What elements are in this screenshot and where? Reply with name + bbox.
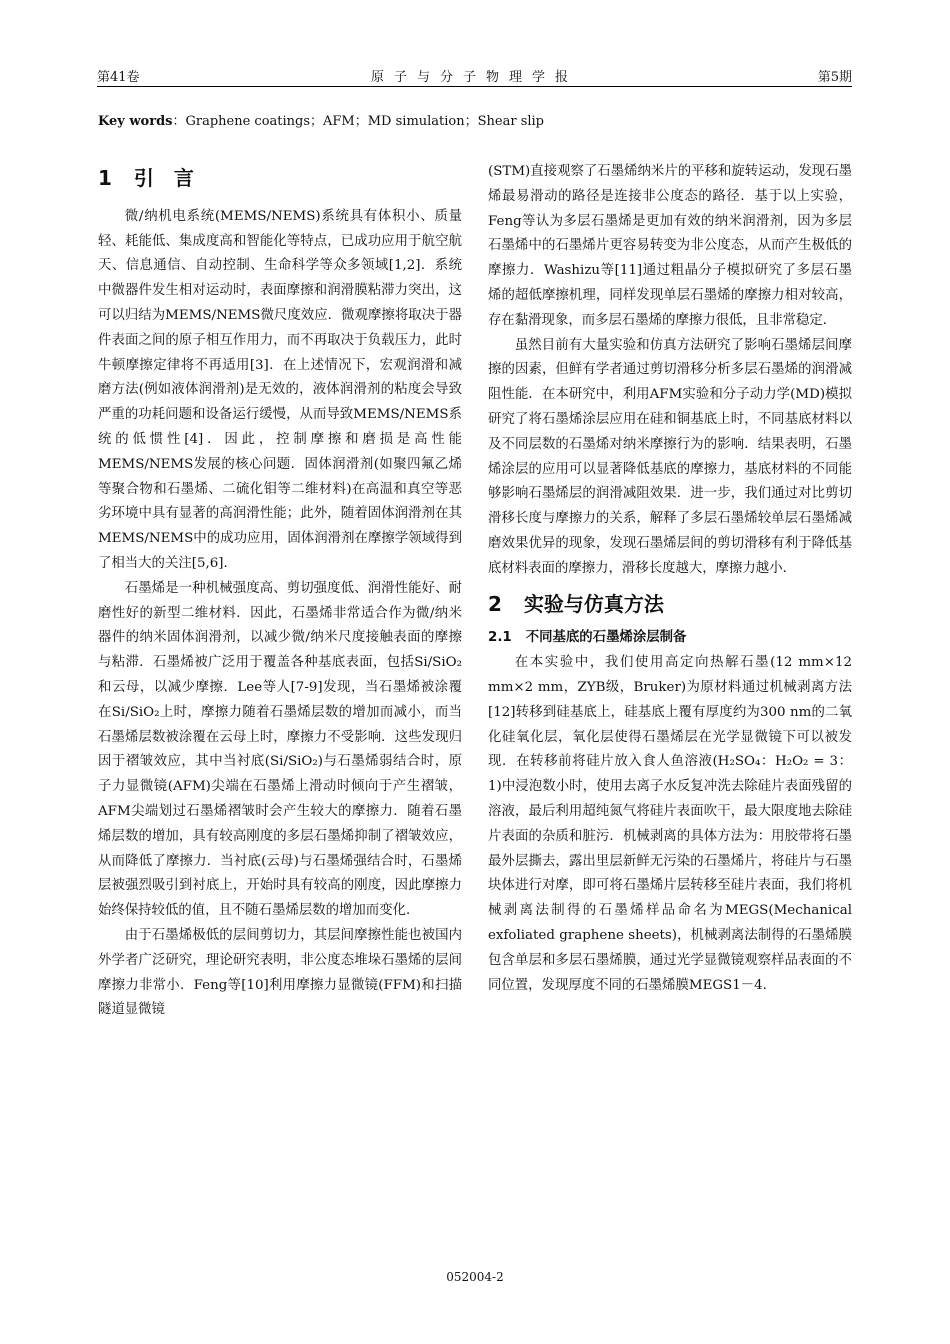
methods-paragraph-1: 在本实验中，我们使用高定向热解石墨(12 mm×12 mm×2 mm，ZYB级，Bruker)为原材料通过机械剥离方法[12]转移到硅基底上，硅基底上覆有厚度约为300 nm的二氧化硅氧化层，氧化层使得石墨烯层在光学显微镜下可以被发现．在转移前将硅片放入食人鱼溶液(H₂SO₄：H₂O₂ = 3：1)中浸泡数小时，使用去离子水反复冲洗去除硅片表面残留的溶液，最后利用超纯氮气将硅片表面吹干，最大限度地去除硅片表面的杂质和脏污．机械剥离的具体方法为：用胶带将石墨最外层撕去，露出里层新鲜无污染的石墨烯片，将硅片与石墨块体进行对摩，即可将石墨烯片层转移至硅片表面，我们将机械剥离法制得的石墨烯样品命名为MEGS(Mechanical exfoliated graphene sheets)，机械剥离法制得的石墨烯膜包含单层和多层石墨烯膜，通过光学显微镜观察样品表面的不同位置，发现厚度不同的石墨烯膜MEGS1－4．	[488, 655, 852, 993]
journal-title: 原子与分子物理学报	[370, 70, 578, 85]
keywords-label: Key words	[98, 114, 173, 129]
intro-paragraph-3-continued: (STM)直接观察了石墨烯纳米片的平移和旋转运动，发现石墨烯最易滑动的路径是连接非公度态的路径．基于以上实验，Feng等认为多层石墨烯是更加有效的纳米润滑剂，因为多层石墨烯中的石墨烯片更容易转变为非公度态，从而产生极低的摩擦力．Washizu等[11]通过粗晶分子模拟研究了多层石墨烯的超低摩擦机理，同样发现单层石墨烯的摩擦力相对较高，存在黏滑现象，而多层石墨烯的摩擦力很低，且非常稳定．	[488, 164, 852, 328]
intro-paragraph-4: 虽然目前有大量实验和仿真方法研究了影响石墨烯层间摩擦的因素，但鲜有学者通过剪切滑移分析多层石墨烯的润滑减阻性能．在本研究中，利用AFM实验和分子动力学(MD)模拟研究了将石墨烯涂层应用在硅和铜基底上时，不同基底材料以及不同层数的石墨烯对纳米摩擦行为的影响．结果表明，石墨烯涂层的应用可以显著降低基底的摩擦力，基底材料的不同能够影响石墨烯层的润滑减阻效果．进一步，我们通过对比剪切滑移长度与摩擦力的关系，解释了多层石墨烯较单层石墨烯减磨效果优异的现象，发现石墨烯层间的剪切滑移有利于降低基底材料表面的摩擦力，滑移长度越大，摩擦力越小．	[488, 337, 852, 576]
section-2-title: 实验与仿真方法	[523, 591, 664, 616]
subsection-2-1-heading	[488, 626, 852, 651]
section-2-heading	[488, 592, 852, 617]
issue-label: 第5期	[817, 70, 852, 85]
volume-label: 第41卷	[97, 70, 140, 85]
section-2	[488, 592, 852, 999]
section-1-number: 1	[98, 166, 112, 190]
subsection-2-1-number: 2.1	[488, 630, 512, 646]
intro-paragraph-1: 微/纳机电系统(MEMS/NEMS)系统具有体积小、质量轻、耗能低、集成度高和智能化等特点，已成功应用于航空航天、信息通信、自动控制、生命科学等众多领域[1,2]．系统中微器件发生相对运动时，表面摩擦和润滑膜粘滞力突出，这可以归结为MEMS/NEMS微尺度效应．微观摩擦将取决于器件表面之间的原子相互作用力，而不再取决于负载压力，此时牛顿摩擦定律将不再适用[3]．在上述情况下，宏观润滑和减磨方法(例如液体润滑剂)是无效的，液体润滑剂的粘度会导致严重的功耗问题和设备运行缓慢，从而导致MEMS/NEMS系统的低惯性[4]．因此，控制摩擦和磨损是高性能MEMS/NEMS发展的核心问题．固体润滑剂(如聚四氟乙烯等聚合物和石墨烯、二硫化钼等二维材料)在高温和真空等恶劣环境中具有显著的高润滑性能；此外，随着固体润滑剂在其MEMS/NEMS中的成功应用，固体润滑剂在摩擦学领域得到了相当大的关注[5,6]．	[98, 208, 462, 571]
section-1-title: 引 言	[133, 166, 194, 190]
section-1-heading	[98, 166, 462, 191]
section-2-number: 2	[488, 591, 502, 616]
subsection-2-1-title: 不同基底的石墨烯涂层制备	[525, 630, 687, 646]
right-column	[488, 160, 852, 998]
running-header	[97, 64, 852, 87]
keywords-line	[98, 110, 544, 129]
left-column	[98, 160, 462, 1023]
page-number: 052004-2	[446, 1270, 504, 1284]
keywords-text: ：Graphene coatings；AFM；MD simulation；Shear slip	[172, 114, 545, 129]
intro-paragraph-2: 石墨烯是一种机械强度高、剪切强度低、润滑性能好、耐磨性好的新型二维材料．因此，石墨烯非常适合作为微/纳米器件的纳米固体润滑剂，以减少微/纳米尺度接触表面的摩擦与粘滞．石墨烯被广泛用于覆盖各种基底表面，包括Si/SiO₂和云母，以减少摩擦．Lee等人[7-9]发现，当石墨烯被涂覆在Si/SiO₂上时，摩擦力随着石墨烯层数的增加而减小，而当石墨烯层数被涂覆在云母上时，摩擦力不受影响．这些发现归因于褶皱效应，其中当衬底(Si/SiO₂)与石墨烯弱结合时，原子力显微镜(AFM)尖端在石墨烯上滑动时倾向于产生褶皱，AFM尖端划过石墨烯褶皱时会产生较大的摩擦力．随着石墨烯层数的增加，具有较高刚度的多层石墨烯抑制了褶皱效应，从而降低了摩擦力．当衬底(云母)与石墨烯强结合时，石墨烯层被强烈吸引到衬底上，开始时具有较高的刚度，因此摩擦力始终保持较低的值，且不随石墨烯层数的增加而变化．	[98, 580, 462, 919]
intro-paragraph-3: 由于石墨烯极低的层间剪切力，其层间摩擦性能也被国内外学者广泛研究，理论研究表明，非公度态堆垛石墨烯的层间摩擦力非常小．Feng等[10]利用摩擦力显微镜(FFM)和扫描隧道显微镜	[98, 927, 462, 1018]
